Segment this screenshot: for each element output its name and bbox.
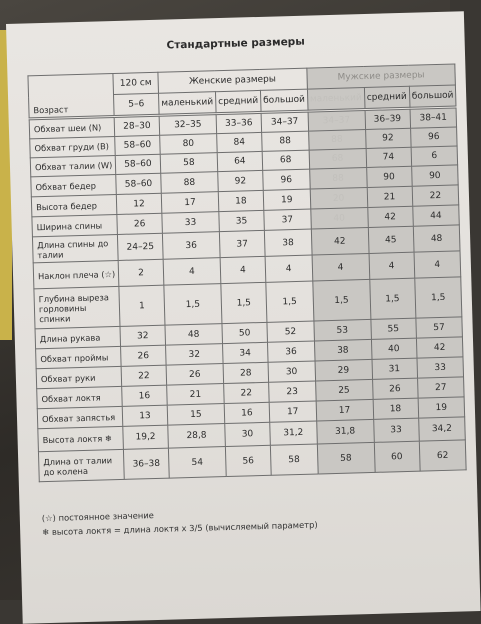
table-cell: 32 — [120, 325, 166, 346]
table-cell: 18 — [373, 398, 419, 419]
table-cell: 58 — [270, 444, 318, 475]
table-cell: 92 — [365, 128, 411, 148]
table-cell: 35 — [219, 210, 265, 231]
table-cell: 58–60 — [115, 154, 161, 174]
table-cell: 40 — [371, 338, 417, 359]
table-cell: 58 — [160, 153, 217, 174]
header-empty-cell — [28, 74, 114, 118]
table-cell: 4 — [163, 258, 221, 286]
table-cell: 16 — [122, 385, 168, 406]
row-label: Глубина выреза горловины спинки — [34, 286, 120, 328]
age-label: Возраст — [33, 104, 69, 116]
header-men: Мужские размеры — [307, 64, 456, 89]
table-cell: 1,5 — [221, 282, 267, 323]
row-label: Обхват талии (W) — [30, 156, 115, 177]
row-label: Высота бедер — [31, 194, 117, 216]
table-cell: 90 — [366, 166, 412, 187]
table-cell: 57 — [415, 317, 462, 338]
table-cell: 38 — [314, 339, 371, 361]
header-kid: 120 см — [113, 72, 159, 94]
table-cell: 31,8 — [316, 419, 374, 444]
table-cell: 42 — [311, 227, 369, 255]
table-cell: 45 — [368, 226, 414, 253]
table-cell: 19,2 — [123, 425, 169, 449]
table-cell: 68 — [309, 149, 366, 170]
table-cell: 55 — [370, 318, 416, 339]
table-cell: 96 — [263, 169, 310, 190]
table-cell: 24–25 — [117, 233, 163, 260]
table-cell: 74 — [366, 147, 412, 167]
table-cell: 29 — [315, 359, 372, 381]
table-cell: 36 — [162, 232, 220, 260]
table-cell: 30 — [225, 422, 271, 446]
table-cell: 52 — [267, 321, 314, 342]
table-cell: 88 — [161, 172, 218, 194]
table-cell: 36 — [267, 341, 314, 362]
size-table — [27, 63, 467, 482]
table-cell: 33–36 — [216, 113, 262, 133]
table-cell: 68 — [262, 150, 309, 170]
table-cell: 16 — [224, 402, 270, 423]
table-cell: 48 — [413, 225, 460, 252]
table-cell: 92 — [218, 170, 264, 191]
table-cell: 19 — [418, 397, 465, 418]
table-cell: 80 — [160, 134, 217, 155]
table-cell: 34–37 — [308, 111, 365, 132]
table-cell: 2 — [118, 259, 164, 286]
table-cell: 88 — [308, 130, 365, 151]
row-label: Ширина спины — [32, 214, 118, 236]
table-cell: 4 — [369, 252, 415, 279]
table-cell: 54 — [168, 447, 226, 479]
row-label: Обхват локтя — [37, 386, 123, 408]
table-cell: 38–41 — [410, 108, 457, 128]
table-cell: 17 — [316, 399, 373, 421]
table-cell: 60 — [374, 441, 420, 472]
row-label: Наклон плеча (☆) — [33, 260, 119, 288]
table-cell: 33 — [373, 418, 419, 442]
table-cell: 28–30 — [114, 116, 160, 136]
table-cell: 36–39 — [365, 109, 411, 129]
table-cell: 34–37 — [261, 112, 308, 132]
table-cell: 44 — [412, 205, 459, 226]
size-men-small: маленький — [307, 88, 364, 111]
table-cell: 13 — [122, 405, 168, 426]
row-label: Обхват запястья — [37, 406, 123, 428]
table-cell: 28,8 — [168, 424, 226, 449]
table-cell: 22 — [224, 382, 270, 403]
table-cell: 34,2 — [418, 417, 465, 441]
table-cell: 1,5 — [312, 279, 370, 321]
row-label: Обхват груди (B) — [30, 137, 115, 158]
table-cell: 37 — [264, 209, 311, 230]
table-cell: 17 — [161, 192, 218, 214]
footnote-constant: (☆) постоянное значение — [41, 510, 154, 524]
table-cell: 88 — [262, 131, 309, 151]
table-cell: 26 — [117, 213, 163, 234]
table-cell: 4 — [414, 251, 461, 278]
table-cell: 21 — [367, 186, 413, 207]
table-cell: 58–60 — [116, 173, 162, 194]
row-label: Обхват бедер — [31, 174, 117, 196]
table-cell: 15 — [167, 404, 224, 426]
table-cell: 96 — [410, 127, 457, 147]
size-women-small: маленький — [158, 92, 215, 115]
table-cell: 84 — [217, 132, 263, 152]
table-cell: 56 — [225, 445, 271, 476]
table-cell: 19 — [263, 189, 310, 210]
table-cell: 1 — [119, 285, 165, 326]
row-label: Обхват проймы — [36, 346, 122, 368]
page-title: Стандартные размеры — [166, 35, 305, 52]
size-men-large: большой — [409, 85, 456, 107]
table-cell: 1,5 — [164, 284, 222, 326]
row-label: Длина от талии до колена — [38, 449, 124, 481]
footnote-elbow: ❄ высота локтя = длина локтя x 3/5 (вычисляемый параметр) — [42, 519, 318, 538]
table-cell: 42 — [416, 337, 463, 358]
table-cell: 1,5 — [414, 277, 462, 318]
table-cell: 22 — [121, 365, 167, 386]
table-cell: 90 — [411, 165, 458, 186]
size-women-large: большой — [260, 89, 307, 111]
table-cell: 88 — [309, 167, 366, 189]
table-cell: 31,2 — [270, 421, 317, 445]
table-cell: 17 — [269, 401, 316, 422]
table-cell: 32–35 — [159, 115, 216, 136]
table-cell: 26 — [166, 364, 223, 386]
table-cell: 21 — [167, 384, 224, 406]
table-cell: 28 — [223, 362, 269, 383]
table-cell: 37 — [219, 230, 265, 257]
table-cell: 6 — [411, 146, 458, 166]
table-cell: 22 — [412, 185, 459, 206]
table-cell: 26 — [372, 378, 418, 399]
table-cell: 36–38 — [123, 448, 169, 479]
table-cell: 38 — [264, 229, 311, 256]
table-cell: 40 — [310, 207, 367, 229]
table-cell: 27 — [417, 377, 464, 398]
table-cell: 53 — [314, 319, 371, 341]
size-kid: 5–6 — [114, 93, 160, 115]
table-cell: 30 — [268, 361, 315, 382]
table-cell: 34 — [222, 342, 268, 363]
table-cell: 1,5 — [369, 278, 415, 319]
table-cell: 18 — [218, 190, 264, 211]
row-label: Обхват руки — [36, 366, 122, 388]
table-cell: 4 — [312, 253, 370, 281]
table-cell: 64 — [217, 151, 263, 171]
table-cell: 33 — [162, 212, 219, 234]
table-cell: 42 — [367, 206, 413, 227]
table-cell: 48 — [165, 324, 222, 346]
table-cell: 50 — [222, 322, 268, 343]
row-label: Обхват шеи (N) — [29, 118, 114, 139]
footnotes — [42, 504, 318, 540]
table-cell: 58 — [317, 442, 375, 474]
table-cell: 26 — [121, 345, 167, 366]
size-women-medium: средний — [215, 90, 261, 112]
table-cell: 33 — [417, 357, 464, 378]
table-cell: 23 — [269, 381, 316, 402]
book-page — [6, 11, 481, 624]
table-cell: 62 — [419, 440, 467, 471]
table-cell: 31 — [372, 358, 418, 379]
row-label: Длина спины до талии — [32, 234, 118, 262]
table-cell: 4 — [220, 256, 266, 283]
table-cell: 25 — [315, 379, 372, 401]
row-label: Длина рукава — [35, 326, 121, 348]
table-cell: 20 — [310, 187, 367, 209]
header-women: Женские размеры — [158, 68, 307, 93]
table-cell: 32 — [166, 344, 223, 366]
table-cell: 4 — [265, 255, 312, 282]
table-cell: 12 — [116, 193, 162, 214]
table-cell: 58–60 — [115, 135, 161, 155]
size-men-medium: средний — [364, 86, 410, 108]
row-label: Высота локтя ❄ — [38, 426, 124, 451]
table-cell: 1,5 — [266, 281, 314, 322]
